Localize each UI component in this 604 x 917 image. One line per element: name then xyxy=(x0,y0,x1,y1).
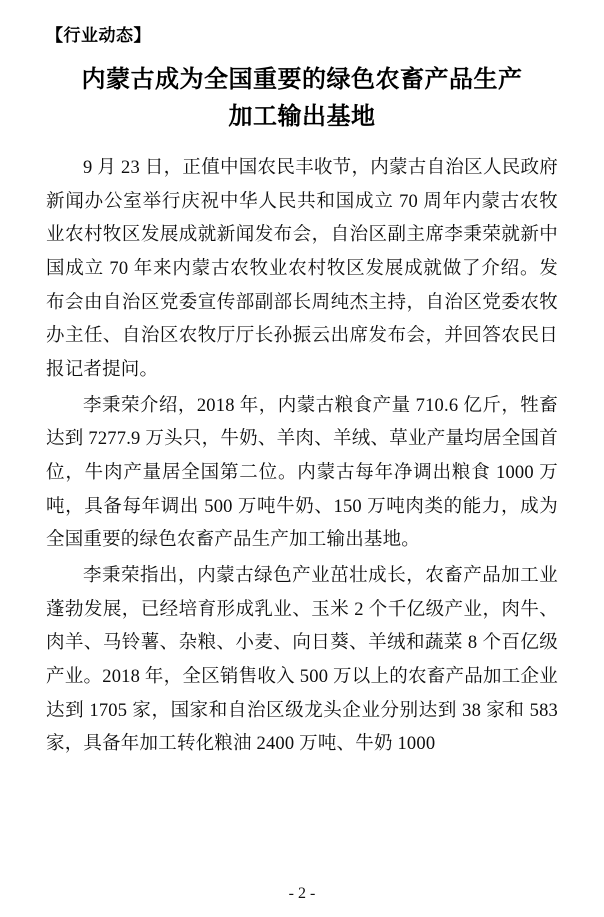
paragraph: 9 月 23 日，正值中国农民丰收节，内蒙古自治区人民政府新闻办公室举行庆祝中华人民共和国成立 70 周年内蒙古农牧业农村牧区发展成就新闻发布会，自治区副主席李秉荣就新中国成立 70 年来内蒙古农牧业农村牧区发展成就做了介绍。发布会由自治区党委宣传部副部长周纯杰主持，自治区党委农牧办主任、自治区农牧厅厅长孙振云出席发布会，并回答农民日报记者提问。 xyxy=(46,158,558,381)
paragraph: 李秉荣指出，内蒙古绿色产业茁壮成长，农畜产品加工业蓬勃发展，已经培育形成乳业、玉米 2 个千亿级产业，肉牛、肉羊、马铃薯、杂粮、小麦、向日葵、羊绒和蔬菜 8 个百亿级产业。2018 年，全区销售收入 500 万以上的农畜产品加工企业达到 1705 家，国家和自治区级龙头企业分别达到 38 家和 583 家，具备年加工转化粮油 2400 万吨、牛奶 1000 xyxy=(46,566,558,755)
category-tag: 【行业动态】 xyxy=(46,26,151,45)
page-title xyxy=(46,62,558,136)
document-body xyxy=(46,152,558,762)
page-title-line-1: 内蒙古成为全国重要的绿色农畜产品生产 xyxy=(81,66,523,93)
paragraph: 李秉荣介绍，2018 年，内蒙古粮食产量 710.6 亿斤，牲畜达到 7277.9 万头只，牛奶、羊肉、羊绒、草业产量均居全国首位，牛肉产量居全国第二位。内蒙古每年净调出粮食 1000 万吨，具备每年调出 500 万吨牛奶、150 万吨肉类的能力，成为全国重要的绿色农畜产品生产加工输出基地。 xyxy=(46,395,558,551)
page-title-line-2: 加工输出基地 xyxy=(228,103,376,130)
page-number: - 2 - xyxy=(288,885,316,902)
